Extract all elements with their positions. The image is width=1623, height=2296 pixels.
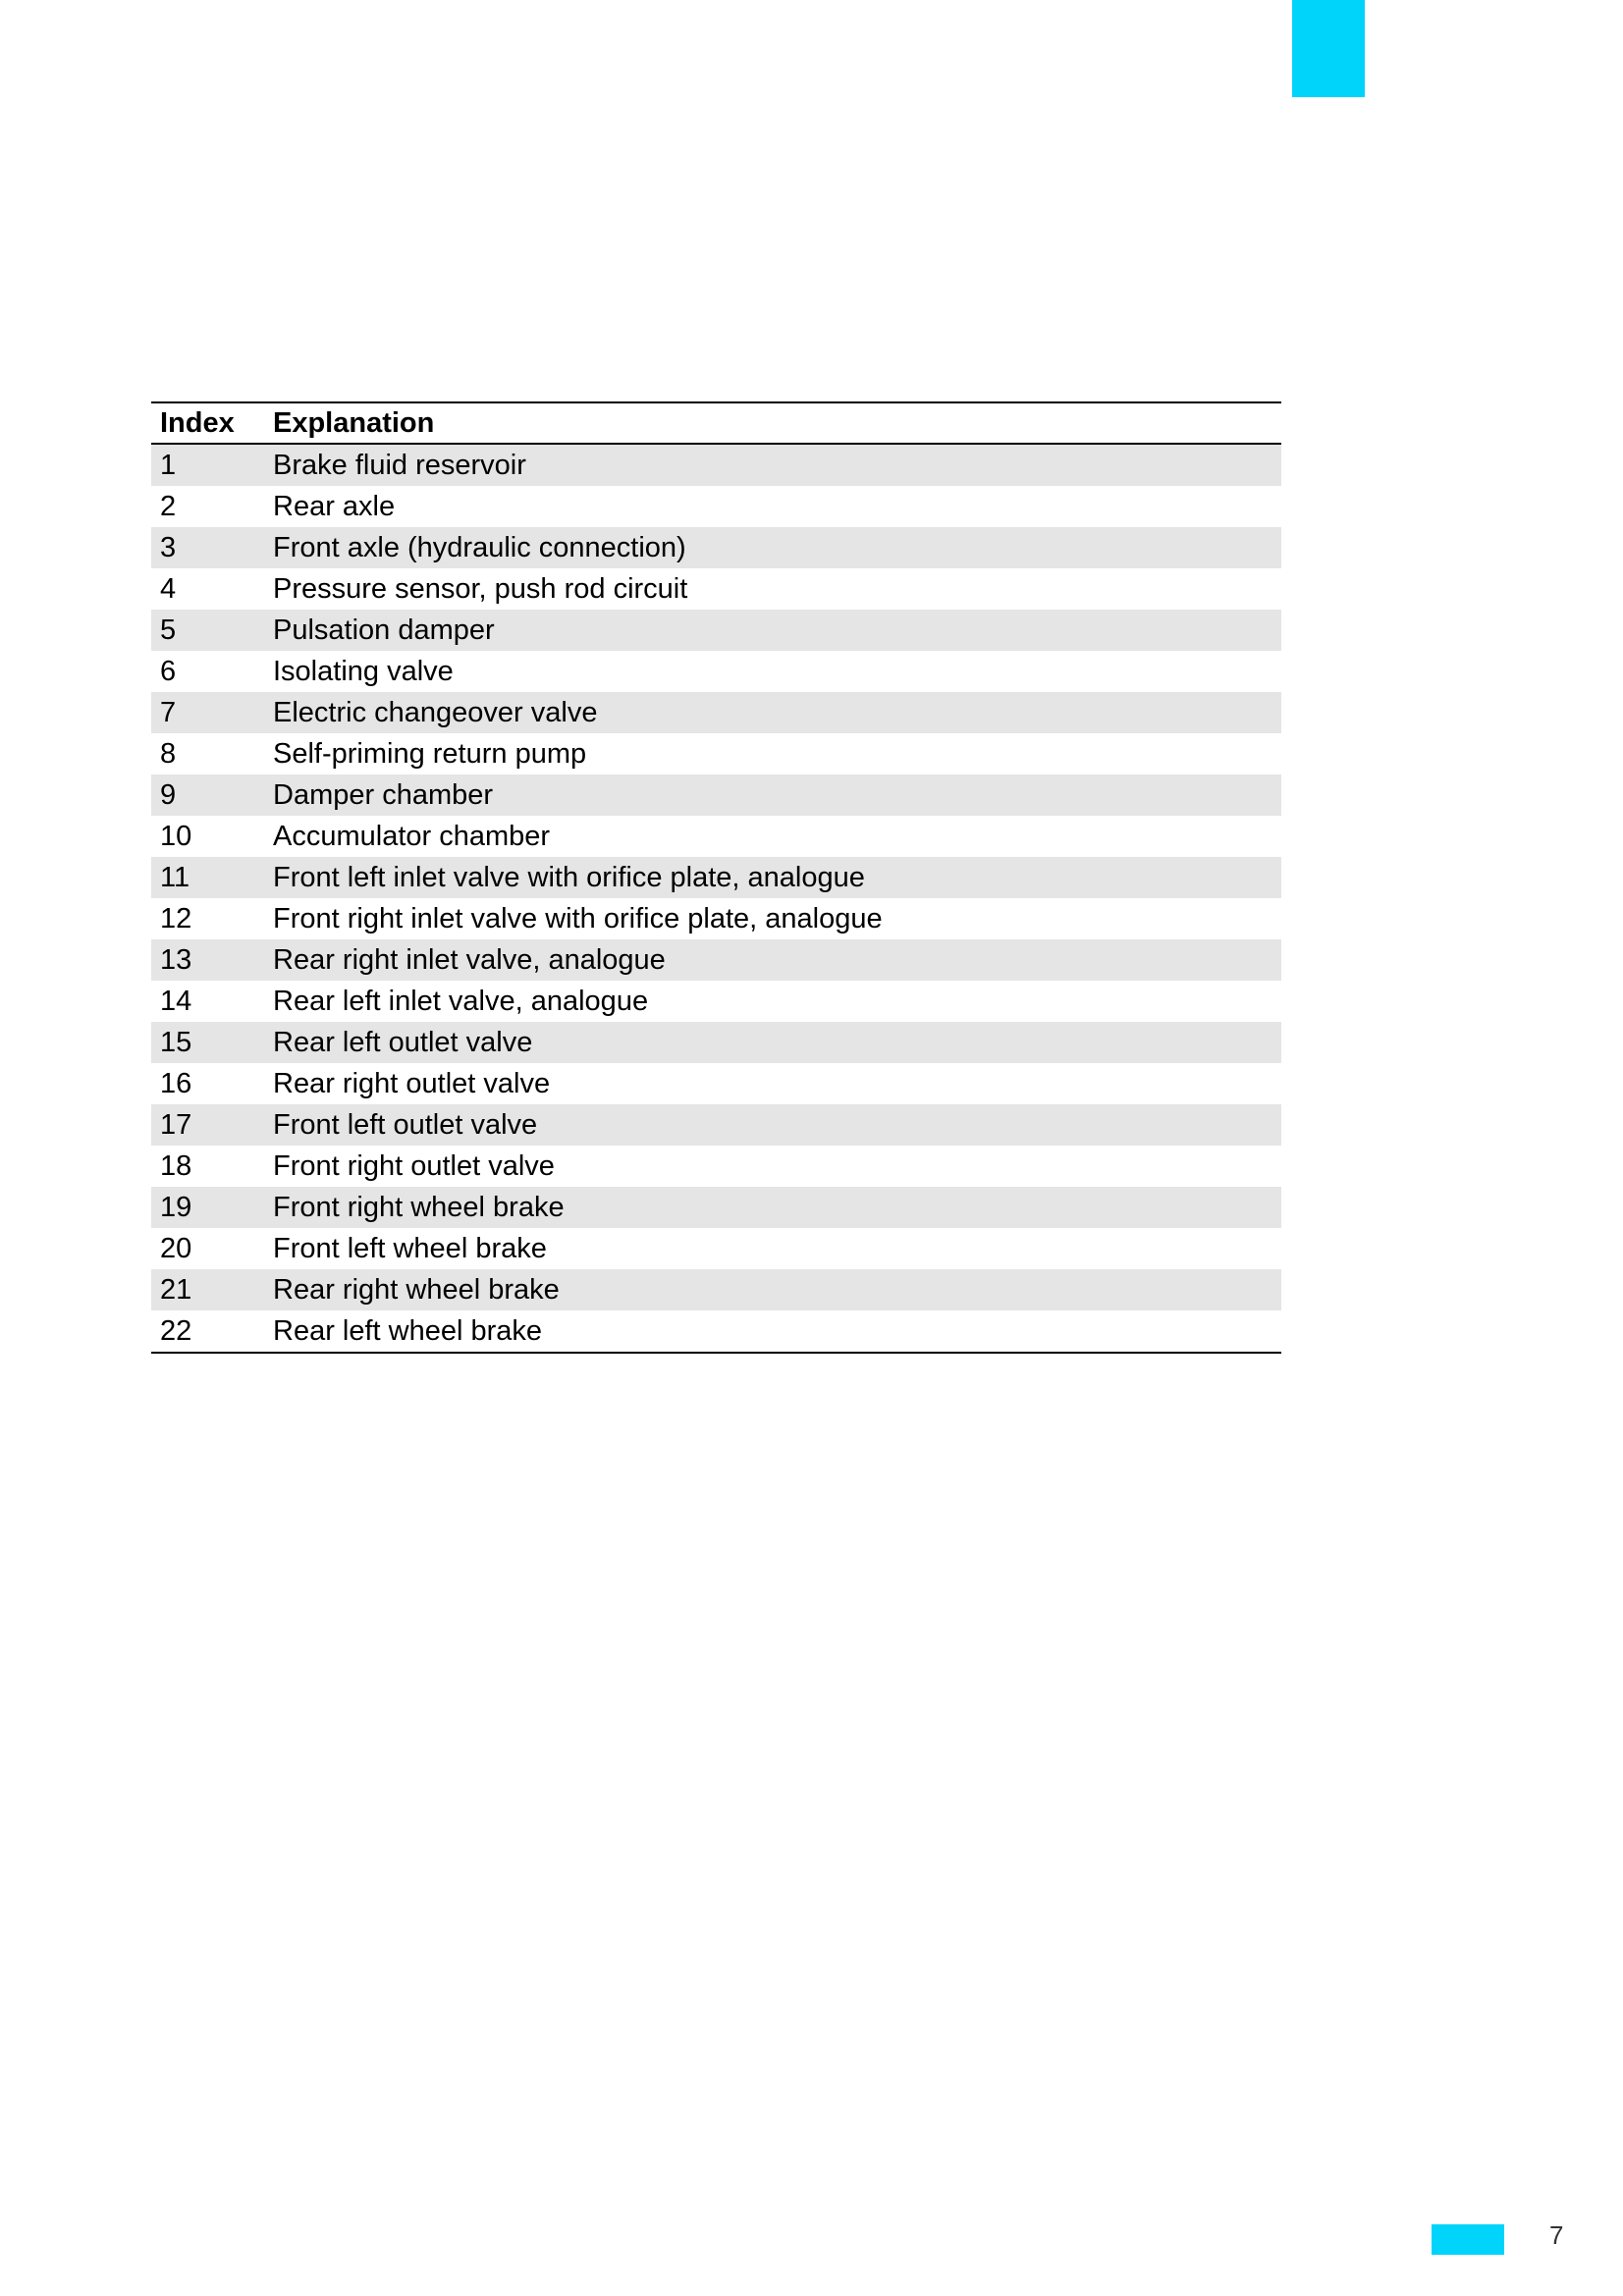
page-number: 7 <box>1549 2220 1564 2250</box>
row-index: 2 <box>151 486 264 527</box>
column-header-index: Index <box>151 402 264 444</box>
row-explanation: Rear axle <box>264 486 1281 527</box>
row-index: 11 <box>151 857 264 898</box>
row-index: 13 <box>151 939 264 981</box>
row-explanation: Rear right inlet valve, analogue <box>264 939 1281 981</box>
row-index: 3 <box>151 527 264 568</box>
row-explanation: Brake fluid reservoir <box>264 444 1281 486</box>
table-row <box>151 733 1281 774</box>
row-explanation: Self-priming return pump <box>264 733 1281 774</box>
row-index: 17 <box>151 1104 264 1146</box>
table-row <box>151 816 1281 857</box>
row-index: 21 <box>151 1269 264 1310</box>
table-row <box>151 939 1281 981</box>
row-explanation: Pressure sensor, push rod circuit <box>264 568 1281 610</box>
row-index: 19 <box>151 1187 264 1228</box>
table-row <box>151 1310 1281 1353</box>
row-index: 15 <box>151 1022 264 1063</box>
table-row <box>151 1269 1281 1310</box>
legend-table <box>151 401 1281 1354</box>
row-explanation: Damper chamber <box>264 774 1281 816</box>
row-explanation: Pulsation damper <box>264 610 1281 651</box>
row-explanation: Electric changeover valve <box>264 692 1281 733</box>
table-row <box>151 527 1281 568</box>
table-row <box>151 568 1281 610</box>
table-row <box>151 1063 1281 1104</box>
row-index: 8 <box>151 733 264 774</box>
footer-marker <box>1432 2224 1504 2255</box>
row-index: 1 <box>151 444 264 486</box>
table-header-row <box>151 402 1281 444</box>
table-row <box>151 1146 1281 1187</box>
row-explanation: Rear left outlet valve <box>264 1022 1281 1063</box>
column-header-explanation: Explanation <box>264 402 1281 444</box>
row-index: 6 <box>151 651 264 692</box>
row-explanation: Rear left wheel brake <box>264 1310 1281 1353</box>
table-row <box>151 486 1281 527</box>
row-index: 4 <box>151 568 264 610</box>
table-row <box>151 444 1281 486</box>
row-index: 9 <box>151 774 264 816</box>
row-explanation: Rear right wheel brake <box>264 1269 1281 1310</box>
table-row <box>151 610 1281 651</box>
row-explanation: Front right wheel brake <box>264 1187 1281 1228</box>
table-row <box>151 651 1281 692</box>
table-row <box>151 774 1281 816</box>
row-explanation: Rear left inlet valve, analogue <box>264 981 1281 1022</box>
row-explanation: Front axle (hydraulic connection) <box>264 527 1281 568</box>
row-index: 20 <box>151 1228 264 1269</box>
table-row <box>151 1104 1281 1146</box>
section-tab-marker <box>1292 0 1365 97</box>
row-explanation: Front left outlet valve <box>264 1104 1281 1146</box>
row-explanation: Rear right outlet valve <box>264 1063 1281 1104</box>
row-explanation: Front left inlet valve with orifice plate, analogue <box>264 857 1281 898</box>
row-index: 12 <box>151 898 264 939</box>
table-row <box>151 1228 1281 1269</box>
legend-table-body <box>151 444 1281 1353</box>
row-index: 22 <box>151 1310 264 1353</box>
row-index: 10 <box>151 816 264 857</box>
row-explanation: Front right outlet valve <box>264 1146 1281 1187</box>
row-index: 14 <box>151 981 264 1022</box>
table-row <box>151 981 1281 1022</box>
table-row <box>151 692 1281 733</box>
row-explanation: Accumulator chamber <box>264 816 1281 857</box>
row-index: 7 <box>151 692 264 733</box>
row-index: 5 <box>151 610 264 651</box>
table-row <box>151 1187 1281 1228</box>
row-index: 16 <box>151 1063 264 1104</box>
row-explanation: Front left wheel brake <box>264 1228 1281 1269</box>
row-explanation: Isolating valve <box>264 651 1281 692</box>
row-explanation: Front right inlet valve with orifice plate, analogue <box>264 898 1281 939</box>
table-row <box>151 898 1281 939</box>
table-row <box>151 1022 1281 1063</box>
row-index: 18 <box>151 1146 264 1187</box>
table-row <box>151 857 1281 898</box>
